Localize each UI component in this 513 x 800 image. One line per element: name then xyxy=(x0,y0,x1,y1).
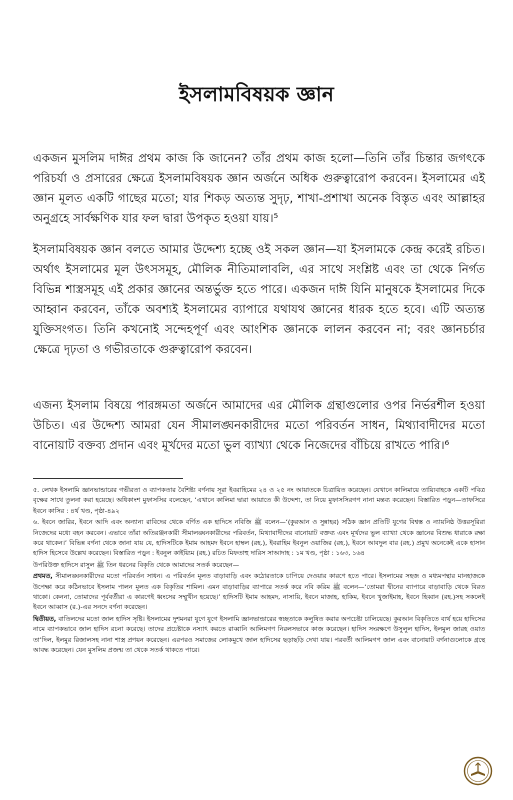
footnote-divider xyxy=(33,478,183,479)
footnote-text: বাতিলদের মতো জাল হাদিস সৃষ্টি। ইসলামের দুশমনরা যুগে যুগে ইসলামি জ্ঞানভান্ডারের স্বচ্ছতাকে কলুষিত করার অপচেষ্টা চালিয়েছে। কুরআন বিকৃতিতে ব্যর্থ হয়ে হাদিসের নামে ব্যাপকভাবে জাল হাদিস রচনা করেছে। তাদের প্রচেষ্টাকে নস্যাৎ করতে রাব্বানি আলিমগণ নিরলসভাবে কাজ করেছেন। হাদিস সংরক্ষণে উসুলুল হাদিস, ইলমুল জারহ ওয়াত তা’দিল, ইলমুর রিজালসহ নানা শাস্ত্র প্রণয়ন করেছেন। এরপরও সমাজের লোকমুখে জাল হাদিসের ছড়াছড়ি দেখা যায়। পরবর্তী আলিমগণ জাল এবং বানোয়াট বর্ণনাগুলোকে গ্রন্থে আবদ্ধ করেছেন। যেন মুসলিম প্রজন্ম তা থেকে সতর্ক থাকতে পারে। xyxy=(33,614,485,655)
paragraph-3: এজন্য ইসলাম বিষয়ে পারঙ্গমতা অর্জনে আমাদের এর মৌলিক গ্রন্থাগুলোর ওপর নির্ভরশীল হওয়া উচিত। এর উদ্দেশ্য আমরা যেন সীমালঙ্ঘনকারীদের মতো পরিবর্তন সাধন, মিথ্যাবাদীদের মতো বানোয়াট বক্তব্য প্রদান এবং মূর্খদের মতো ভুল ব্যাখ্যা থেকে নিজেদের বাঁচিয়ে রাখতে পারি।⁶ xyxy=(33,398,485,452)
footnote-text: ৫. লেখক ইসলামি জ্ঞানভান্ডারের গভীরতা ও ব্যাপকতার বৈশিষ্ট্য বর্ণনায় সূরা ইবরাহিমের ২৪ ও ২৫ নং আয়াতকে চিত্রায়িত করেছেন। যেখানে কালিমায়ে তায়্যিবাহকে একটি পবিত্র বৃক্ষের সাথে তুলনা করা হয়েছে। অধিকাংশ মুফাসসির বলেছেন, ‘এখানে কালিমা দ্বারা আয়াতে কী উদ্দেশ্য, তা নিয়ে মুফাসসিরগণ নানা মন্তব্য করেছেন। বিস্তারিত পড়ুন—তাফসিরে ইবনে কাসির : ৪র্থ খণ্ড, পৃষ্ঠা-৪৯২ xyxy=(33,486,485,515)
footnote-lead: প্রথমত, xyxy=(33,572,53,581)
paragraph-2: ইসলামবিষয়ক জ্ঞান বলতে আমার উদ্দেশ্য হচ্ছে ওই সকল জ্ঞান—যা ইসলামকে কেন্দ্র করেই রচিত। অর্থাৎ ইসলামের মূল উৎসসমূহ, মৌলিক নীতিমালাবলি, এর সাথে সংশ্লিষ্ট এবং তা থেকে নির্গত বিভিন্ন শাস্ত্রসমূহ এই প্রকার জ্ঞানের অন্তর্ভুক্ত হতে পারে। একজন দাঈ যিনি মানুষকে ইসলামের দিকে আহ্বান করবেন, তাঁকে অবশ্যই ইসলামের ব্যাপারে যথাযথ জ্ঞানের ধারক হতে হবে। এটি অত্যন্ত যুক্তিসংগত। তিনি কখনোই সন্দেহপূর্ণ এবং আংশিক জ্ঞানকে লালন করবেন না; বরং জ্ঞানচর্চার ক্ষেত্রে দৃঢ়তা ও গভীরতাকে গুরুত্বারোপ করবেন। xyxy=(33,242,485,356)
footnote-6 xyxy=(33,517,485,559)
footnote-text: সীমালঙ্ঘনকারীদের মতো পরিবর্তন সাধন। এ পরিবর্তন মূলত বাড়াবাড়ি এবং কঠোরতাকে চাপিয়ে দেওয়ার কারণে হতে পারে। ইসলামের সহজ ও মধ্যমপন্থার মানহাজকে উপেক্ষা করে কঠিনভাবে ইসলাম পালন মূলত এক বিকৃতির শামিল। এমন বাড়াবাড়ির ব্যাপারে সতর্ক করে নবি করিম ﷺ বলেন—‘তোমরা দ্বীনের ব্যাপারে বাড়াবাড়ি থেকে বিরত থাকো। কেননা, তোমাদের পূর্ববর্তীরা এ কারণেই ধ্বংসের সম্মুখীন হয়েছে।’ হাদিসটি ইমাম আহমদ, নাসায়ি, ইবনে মাজাহ, হাকিম, ইবনে খুজাইমাহ, ইবনে হিব্বান (রহ.)সহ সকলেই ইবনে আব্বাস (র.)-এর সনদে বর্ণনা করেছেন। xyxy=(33,572,485,612)
footnote-5 xyxy=(33,485,485,516)
footnote-intro xyxy=(33,560,485,570)
footnote-first xyxy=(33,571,485,613)
publisher-logo-icon xyxy=(463,756,493,786)
footnote-lead: দ্বিতীয়ত, xyxy=(33,614,57,623)
footnote-text: ৬. ইবনে জারির, ইবনে আদি এবং অন্যান্য রাবিদের থেকে বর্ণিত এক হাদিসে নবিজি ﷺ বলেন—‘(কুরআন ও সুন্নাহর) সঠিক জ্ঞান প্রতিটি যুগের বিশ্বস্ত ও ন্যায়নিষ্ঠ উত্তরসূরিরা নিজেদের মধ্যে বহন করবেন। এভাবে তাঁরা অতিরঞ্জনকারী সীমালঙ্ঘনকারীদের পরিবর্তন, মিথ্যাবাদীদের বানোয়াট বক্তব্য এবং মূর্খদের ভুল ব্যাখ্যা থেকে জ্ঞানের বিশুদ্ধ ধারাকে রক্ষা করে থাকেন।’ বিভিন্ন বর্ণনা থেকে জানা যায় যে, হাদিসটিকে ইমাম আহমদ ইবনে হাম্বল (রহ.), ইবরাহিম ইবনুল ওয়াজির (রহ.), ইবনে আবদুল বার (রহ.) প্রমুখ অনেকেই একে হাসান হাদিস হিসেবে উল্লেখ করেছেন। বিস্তারিত পড়ুন : ইবনুল কাইয়্যিম (রহ.) রচিত মিফতাহু দারিস সাআদাহ : ১ম খণ্ড, পৃষ্ঠা : ১৬৩, ১৬৪ xyxy=(33,518,485,558)
paragraph-1: একজন মুসলিম দাঈর প্রথম কাজ কি জানেন? তাঁর প্রথম কাজ হলো—তিনি তাঁর চিন্তার জগৎকে পরিচর্যা ও প্রসারের ক্ষেত্রে ইসলামবিষয়ক জ্ঞান অর্জনে অধিক গুরুত্বারোপ করবেন। ইসলামের এই জ্ঞান মূলত একটি গাছের মতো; যার শিকড় অত্যন্ত সুদৃঢ়, শাখা-প্রশাখা অনেক বিস্তৃত এবং আল্লাহর অনুগ্রহে সার্বক্ষণিক যার ফল দ্বারা উপকৃত হওয়া যায়।⁵ xyxy=(33,151,485,225)
chapter-title: ইসলামবিষয়ক জ্ঞান xyxy=(178,82,335,106)
footnotes xyxy=(33,485,485,657)
footnote-text: উপরিউক্ত হাদিসে রাসুল ﷺ তিন ধরনের বিকৃতি থেকে আমাদের সতর্ক করেছেন— xyxy=(33,560,240,569)
footnote-second xyxy=(33,614,485,656)
